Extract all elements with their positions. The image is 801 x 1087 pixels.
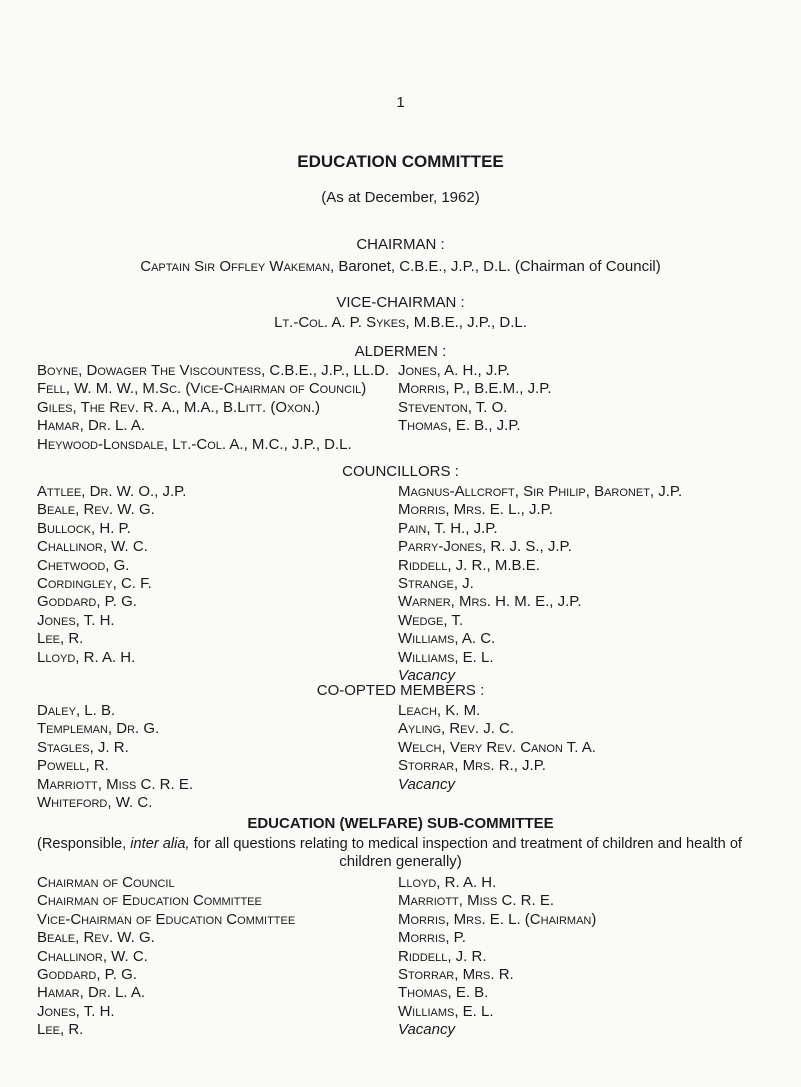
- list-item: Morris, P., B.E.M., J.P.: [398, 380, 552, 398]
- chairman-line: [0, 258, 801, 276]
- list-item: Jones, A. H., J.P.: [398, 362, 510, 379]
- vice-chairman-line: [0, 314, 801, 332]
- list-item: Riddell, J. R., M.B.E.: [398, 556, 540, 574]
- list-item: Riddell, J. R.: [398, 947, 487, 965]
- as-at-date: (As at December, 1962): [321, 189, 480, 206]
- list-item: Marriott, Miss C. R. E.: [398, 892, 555, 910]
- list-item: Morris, Mrs. E. L., J.P.: [398, 501, 553, 519]
- list-item: Cordingley, C. F.: [37, 575, 152, 593]
- list-item: Powell, R.: [37, 757, 109, 775]
- councillors-heading: COUNCILLORS :: [342, 463, 459, 480]
- list-item: Marriott, Miss C. R. E.: [37, 775, 194, 793]
- note-rest: for all questions relating to medical inspection and treatment of children and health of: [193, 836, 742, 852]
- list-item: Lee, R.: [37, 1021, 84, 1039]
- list-item: Challinor, W. C.: [37, 538, 148, 556]
- list-item: Attlee, Dr. W. O., J.P.: [37, 483, 187, 500]
- welfare-note-line2: children generally): [339, 853, 462, 870]
- coopted-right-list: [398, 702, 596, 794]
- list-item: Chetwood, G.: [37, 556, 130, 574]
- note-start: (Responsible,: [37, 836, 127, 852]
- list-item: Welch, Very Rev. Canon T. A.: [398, 738, 596, 756]
- aldermen-right-list: [398, 362, 552, 436]
- note-italic: inter alia,: [130, 836, 190, 852]
- chairman-heading: CHAIRMAN :: [356, 236, 445, 253]
- list-item: Lee, R.: [37, 630, 84, 648]
- welfare-right-list: [398, 874, 596, 1040]
- aldermen-left-list: [37, 362, 389, 454]
- councillors-right-list: [398, 483, 682, 685]
- list-item: Boyne, Dowager The Viscountess, C.B.E., J.P., LL.D.: [37, 362, 390, 379]
- list-item: Lloyd, R. A. H.: [37, 648, 136, 666]
- list-item: Steventon, T. O.: [398, 398, 508, 416]
- aldermen-heading: ALDERMEN :: [354, 343, 447, 360]
- list-item: Beale, Rev. W. G.: [37, 501, 155, 519]
- vacancy-entry: Vacancy: [398, 775, 455, 793]
- list-item: Jones, T. H.: [37, 1002, 115, 1020]
- list-item: Challinor, W. C.: [37, 947, 148, 965]
- vacancy-entry: Vacancy: [398, 667, 455, 685]
- vice-chairman-heading: VICE-CHAIRMAN :: [336, 294, 465, 311]
- list-item: Thomas, E. B., J.P.: [398, 417, 521, 435]
- list-item: Heywood-Lonsdale, Lt.-Col. A., M.C., J.P., D.L.: [37, 435, 352, 453]
- list-item: Giles, The Rev. R. A., M.A., B.Litt. (Oxon.): [37, 398, 321, 416]
- chairman-detail: Baronet, C.B.E., J.P., D.L. (Chairman of Council): [338, 258, 661, 275]
- list-item: Storrar, Mrs. R.: [398, 966, 514, 984]
- list-item: Parry-Jones, R. J. S., J.P.: [398, 538, 572, 556]
- list-item: Williams, A. C.: [398, 630, 496, 648]
- list-item: Pain, T. H., J.P.: [398, 519, 498, 537]
- coopted-heading: CO-OPTED MEMBERS :: [316, 682, 485, 699]
- list-item: Vice-Chairman of Education Committee: [37, 910, 296, 928]
- councillors-left-list: [37, 483, 186, 667]
- vacancy-entry: Vacancy: [398, 1021, 455, 1039]
- list-item: Wedge, T.: [398, 611, 464, 629]
- chairman-name: Captain Sir Offley Wakeman,: [140, 258, 335, 275]
- list-item: Daley, L. B.: [37, 702, 116, 719]
- page-title: EDUCATION COMMITTEE: [297, 152, 504, 171]
- welfare-heading: EDUCATION (WELFARE) SUB-COMMITTEE: [247, 815, 554, 832]
- list-item: Templeman, Dr. G.: [37, 720, 160, 738]
- list-item: Lloyd, R. A. H.: [398, 874, 497, 891]
- list-item: Williams, E. L.: [398, 1002, 494, 1020]
- vice-chairman-detail: M.B.E., J.P., D.L.: [413, 314, 527, 331]
- list-item: Storrar, Mrs. R., J.P.: [398, 757, 546, 775]
- list-item: Whiteford, W. C.: [37, 794, 153, 812]
- list-item: Jones, T. H.: [37, 611, 115, 629]
- coopted-left-list: [37, 702, 193, 812]
- list-item: Chairman of Council: [37, 874, 175, 891]
- list-item: Thomas, E. B.: [398, 984, 489, 1002]
- list-item: Ayling, Rev. J. C.: [398, 720, 515, 738]
- list-item: Magnus-Allcroft, Sir Philip, Baronet, J.P.: [398, 483, 683, 500]
- list-item: Morris, Mrs. E. L. (Chairman): [398, 910, 597, 928]
- welfare-note: [37, 835, 742, 853]
- list-item: Strange, J.: [398, 575, 474, 593]
- list-item: Goddard, P. G.: [37, 966, 137, 984]
- page-number: 1: [396, 94, 405, 111]
- list-item: Hamar, Dr. L. A.: [37, 984, 146, 1002]
- list-item: Fell, W. M. W., M.Sc. (Vice-Chairman of Council): [37, 380, 367, 398]
- list-item: Goddard, P. G.: [37, 593, 137, 611]
- list-item: Warner, Mrs. H. M. E., J.P.: [398, 593, 582, 611]
- list-item: Leach, K. M.: [398, 702, 481, 719]
- vice-chairman-name: Lt.-Col. A. P. Sykes,: [274, 314, 410, 331]
- list-item: Stagles, J. R.: [37, 738, 129, 756]
- list-item: Bullock, H. P.: [37, 519, 131, 537]
- list-item: Williams, E. L.: [398, 648, 494, 666]
- welfare-left-list: [37, 874, 295, 1040]
- list-item: Morris, P.: [398, 929, 466, 947]
- list-item: Hamar, Dr. L. A.: [37, 417, 146, 435]
- list-item: Chairman of Education Committee: [37, 892, 262, 910]
- list-item: Beale, Rev. W. G.: [37, 929, 155, 947]
